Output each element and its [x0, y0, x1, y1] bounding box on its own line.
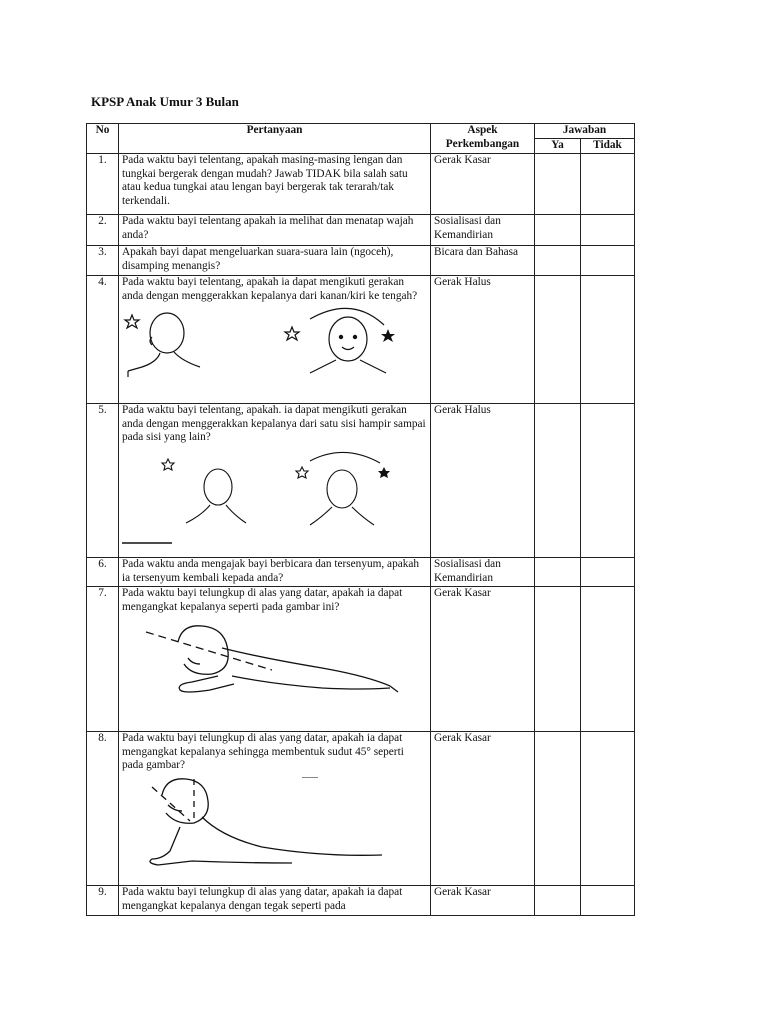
- answer-tidak-cell[interactable]: [581, 246, 635, 276]
- answer-tidak-cell[interactable]: [581, 404, 635, 558]
- answer-tidak-cell[interactable]: [581, 215, 635, 246]
- aspect-cell: Gerak Kasar: [431, 587, 535, 732]
- row-number: 6.: [87, 558, 119, 587]
- answer-tidak-cell[interactable]: [581, 587, 635, 732]
- row-number: 8.: [87, 732, 119, 886]
- answer-tidak-cell[interactable]: [581, 886, 635, 916]
- star-filled-icon: [378, 467, 390, 478]
- table-row: [87, 886, 635, 916]
- table-row: [87, 246, 635, 276]
- answer-ya-cell[interactable]: [535, 886, 581, 916]
- star-outline-icon: [125, 315, 139, 328]
- header-aspek-line2: Perkembangan: [445, 137, 520, 150]
- aspect-cell: Sosialisasi dan Kemandirian: [431, 215, 535, 246]
- baby-head-follow-illustration: [122, 449, 422, 547]
- question-cell: Pada waktu bayi telentang, apakah masing-masing lengan dan tungkai bergerak dengan mudah? Jawab TIDAK bila salah satu atau kedua tungkai atau lengan bayi bergerak tak terarah/tak terkendali.: [119, 154, 431, 215]
- star-outline-icon: [296, 467, 308, 478]
- aspect-cell: Gerak Kasar: [431, 732, 535, 886]
- table-row: [87, 732, 635, 886]
- answer-tidak-cell[interactable]: [581, 732, 635, 886]
- aspect-cell: Sosialisasi dan Kemandirian: [431, 558, 535, 587]
- answer-tidak-cell[interactable]: [581, 276, 635, 404]
- header-no: No: [87, 124, 119, 154]
- header-aspek-line1: Aspek: [467, 124, 498, 136]
- question-text: Pada waktu bayi telentang, apakah ia dapat mengikuti gerakan anda dengan menggerakkan kepalanya dari kanan/kiri ke tengah?: [122, 276, 418, 302]
- document-title: KPSP Anak Umur 3 Bulan: [91, 94, 239, 109]
- question-text: Pada waktu bayi telungkup di alas yang datar, apakah ia dapat mengangkat kepalanya sehingga membentuk sudut 45° seperti pada gambar?: [122, 732, 404, 771]
- question-cell: Pada waktu bayi telungkup di alas yang datar, apakah ia dapat mengangkat kepalanya dengan tegak seperti pada: [119, 886, 431, 916]
- table-row: [87, 276, 635, 404]
- answer-ya-cell[interactable]: [535, 276, 581, 404]
- question-cell: [119, 276, 431, 404]
- aspect-cell: Gerak Kasar: [431, 154, 535, 215]
- row-number: 3.: [87, 246, 119, 276]
- row-number: 7.: [87, 587, 119, 732]
- row-number: 1.: [87, 154, 119, 215]
- table-row: [87, 587, 635, 732]
- answer-ya-cell[interactable]: [535, 587, 581, 732]
- header-jawaban: Jawaban: [535, 124, 635, 139]
- star-outline-icon: [162, 459, 174, 470]
- aspect-cell: Gerak Halus: [431, 276, 535, 404]
- question-text: Pada waktu bayi telungkup di alas yang datar, apakah ia dapat mengangkat kepalanya seperti pada gambar ini?: [122, 587, 403, 613]
- header-tidak: Tidak: [581, 139, 635, 154]
- answer-ya-cell[interactable]: [535, 732, 581, 886]
- table-row: [87, 154, 635, 215]
- question-cell: Apakah bayi dapat mengeluarkan suara-suara lain (ngoceh), disamping menangis?: [119, 246, 431, 276]
- row-number: 4.: [87, 276, 119, 404]
- table-row: [87, 404, 635, 558]
- baby-head-turn-illustration: [122, 307, 422, 377]
- question-cell: Pada waktu anda mengajak bayi berbicara dan tersenyum, apakah ia tersenyum kembali kepada anda?: [119, 558, 431, 587]
- answer-ya-cell[interactable]: [535, 558, 581, 587]
- star-filled-icon: [381, 329, 395, 342]
- question-cell: [119, 404, 431, 558]
- row-number: 2.: [87, 215, 119, 246]
- aspect-cell: Bicara dan Bahasa: [431, 246, 535, 276]
- answer-ya-cell[interactable]: [535, 215, 581, 246]
- row-number: 5.: [87, 404, 119, 558]
- answer-ya-cell[interactable]: [535, 404, 581, 558]
- question-cell: [119, 732, 431, 886]
- kpsp-table: [86, 123, 635, 916]
- aspect-cell: Gerak Kasar: [431, 886, 535, 916]
- baby-prone-head-lift-illustration: [122, 618, 422, 718]
- answer-tidak-cell[interactable]: [581, 558, 635, 587]
- row-number: 9.: [87, 886, 119, 916]
- baby-prone-45-degree-illustration: [122, 777, 422, 877]
- table-row: [87, 558, 635, 587]
- question-cell: [119, 587, 431, 732]
- question-text: Pada waktu bayi telentang, apakah. ia dapat mengikuti gerakan anda dengan menggerakkan kepalanya dari satu sisi hampir sampai pada sisi yang lain?: [122, 404, 426, 443]
- answer-ya-cell[interactable]: [535, 154, 581, 215]
- question-cell: Pada waktu bayi telentang apakah ia melihat dan menatap wajah anda?: [119, 215, 431, 246]
- table-row: [87, 215, 635, 246]
- aspect-cell: Gerak Halus: [431, 404, 535, 558]
- header-ya: Ya: [535, 139, 581, 154]
- header-pertanyaan: Pertanyaan: [119, 124, 431, 154]
- answer-tidak-cell[interactable]: [581, 154, 635, 215]
- star-outline-icon: [285, 327, 299, 340]
- answer-ya-cell[interactable]: [535, 246, 581, 276]
- header-aspek: [431, 124, 535, 154]
